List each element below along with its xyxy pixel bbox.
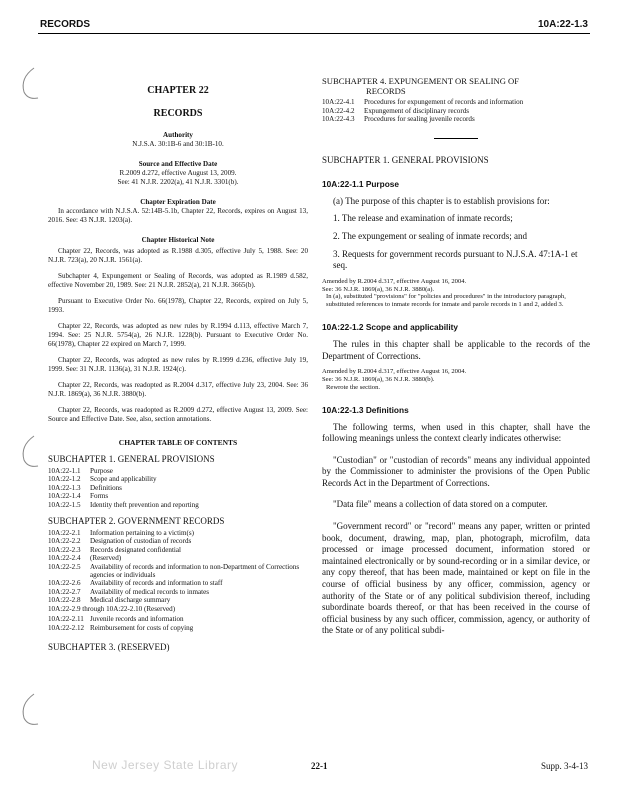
section-1-1-paragraph-a: (a) The purpose of this chapter is to establish provisions for: [333, 195, 550, 206]
right-column [322, 76, 590, 637]
binder-hole-mark-bottom [14, 690, 42, 730]
toc-entry-number: 10A:22-1.4 [48, 492, 81, 501]
toc-entry-number: 10A:22-2.3 [48, 545, 81, 554]
toc-entry[interactable] [48, 546, 308, 554]
toc-entry-number: 10A:22-1.1 [48, 467, 81, 475]
list-item: 2. The expungement or sealing of inmate records; and [333, 230, 528, 241]
definition-custodian: "Custodian" or "custodian of records" means any individual appointed by the Commissioner to administer the provisions of the Open Public Records Act in the Department of Corrections. [322, 454, 590, 488]
history-heading: Chapter Historical Note [141, 236, 215, 244]
library-watermark: New Jersey State Library [92, 758, 239, 772]
authority-heading: Authority [163, 131, 193, 139]
toc-subchapter-1-title: SUBCHAPTER 1. GENERAL PROVISIONS [48, 454, 215, 464]
toc-entry[interactable] [322, 107, 590, 116]
section-1-2-heading: 10A:22-1.2 Scope and applicability [322, 321, 459, 332]
header-rule [38, 33, 590, 34]
toc-entry-number: 10A:22-4.2 [322, 106, 355, 115]
toc-entry[interactable] [48, 596, 308, 604]
section-divider [434, 138, 478, 139]
toc-entry-number: 10A:22-2.11 [48, 615, 84, 624]
toc-entry-title: Availability of records and information to staff [90, 579, 223, 588]
running-header-section: 10A:22-1.3 [537, 19, 588, 30]
toc-entry-title: Information pertaining to a victim(s) [90, 529, 195, 538]
toc-entry-title: Expungement of disciplinary records [364, 106, 469, 115]
toc-entry-number: 10A:22-2.7 [48, 587, 81, 596]
toc-entry-number: 10A:22-2.1 [48, 529, 81, 538]
toc-entry-title: Forms [90, 492, 109, 501]
definition-data-file: "Data file" means a collection of data stored on a computer. [333, 499, 548, 510]
toc-entry[interactable] [48, 492, 308, 500]
source-line-2: See: 41 N.J.R. 2202(a), 41 N.J.R. 3301(b). [117, 178, 239, 186]
toc-entry[interactable] [48, 563, 308, 580]
toc-entry-title: Juvenile records and information [90, 615, 184, 624]
definitions-intro: The following terms, when used in this chapter, shall have the following meanings unless the context clearly indicates otherwise: [322, 421, 590, 444]
running-header-title: RECORDS [40, 19, 91, 30]
expiration-heading: Chapter Expiration Date [140, 198, 216, 206]
binder-hole-mark-top [14, 64, 42, 104]
toc-entry-number: 10A:22-2.8 [48, 596, 81, 605]
binder-hole-mark-middle [14, 432, 42, 472]
toc-title: CHAPTER TABLE OF CONTENTS [118, 438, 238, 447]
toc-entry[interactable] [48, 475, 308, 483]
toc-entry-title: Designation of custodian of records [90, 537, 192, 546]
list-item: 3. Requests for government records pursuant to N.J.S.A. 47:1A-1 et seq. [333, 248, 578, 271]
amendment-line: Amended by R.2004 d.317, effective August 16, 2004. [322, 368, 467, 376]
history-note: Chapter 22, Records, was adopted as R.1988 d.305, effective July 5, 1988. See: 20 N.J.R. 723(a), 20 N.J.R. 1561(a). [48, 247, 308, 264]
supplement-date: Supp. 3-4-13 [541, 761, 588, 771]
history-note: Chapter 22, Records, was readopted as R.2004 d.317, effective July 23, 2004. See: 36 N.J.R. 1869(a), 36 N.J.R. 3880(b). [48, 381, 308, 398]
history-note: Chapter 22, Records, was adopted as new rules by R.1999 d.236, effective July 19, 1999. See: 31 N.J.R. 1136(a), 31 N.J.R. 1924(c). [48, 356, 308, 373]
section-1-1-list [322, 213, 590, 271]
left-column [48, 76, 308, 653]
history-note: Subchapter 4, Expungement or Sealing of Records, was adopted as R.1989 d.582, effective November 20, 1989. See: 21 N.J.R. 2852(a), 21 N.J.R. 3665(b). [48, 272, 308, 289]
toc-subchapter-4-list [322, 98, 590, 124]
toc-subchapter-1-list [48, 467, 308, 509]
toc-entry-number: 10A:22-4.3 [322, 115, 355, 124]
toc-subchapter-3-title: SUBCHAPTER 3. (RESERVED) [48, 641, 170, 652]
chapter-title: RECORDS [153, 108, 203, 119]
toc-entry-number: 10A:22-2.12 [48, 623, 85, 632]
toc-entry-title: Availability of medical records to inmates [90, 587, 210, 596]
toc-entry[interactable] [48, 579, 308, 587]
toc-entry-number: 10A:22-2.2 [48, 537, 81, 546]
authority-text: N.J.S.A. 30:1B-6 and 30:1B-10. [132, 140, 224, 148]
toc-entry-number: 10A:22-4.1 [322, 98, 355, 106]
section-1-1-amendment-note [322, 278, 590, 309]
toc-entry-title: Identity theft prevention and reporting [90, 500, 199, 509]
toc-entry-title: Procedures for sealing juvenile records [364, 115, 475, 124]
toc-entry-title: Scope and applicability [90, 475, 157, 484]
toc-entry-number: 10A:22-2.5 [48, 562, 81, 571]
subchapter-1-heading: SUBCHAPTER 1. GENERAL PROVISIONS [322, 154, 489, 165]
toc-entry-number: 10A:22-2.6 [48, 579, 81, 588]
toc-entry[interactable] [48, 484, 308, 492]
toc-entry-reserved-range[interactable]: 10A:22-2.9 through 10A:22-2.10 (Reserved) [48, 604, 176, 613]
chapter-number: CHAPTER 22 [147, 85, 209, 96]
toc-entry[interactable] [322, 98, 590, 107]
section-1-1-heading: 10A:22-1.1 Purpose [322, 178, 400, 189]
list-item: 1. The release and examination of inmate records; [333, 213, 513, 224]
expiration-text: In accordance with N.J.S.A. 52:14B-5.1b, Chapter 22, Records, expires on August 13, 2016. See: 43 N.J.R. 1203(a). [48, 207, 308, 224]
source-heading: Source and Effective Date [138, 160, 218, 168]
toc-entry[interactable] [48, 588, 308, 596]
toc-entry[interactable] [48, 554, 308, 562]
toc-entry-title: Records designated confidential [90, 545, 182, 554]
toc-subchapter-2-title: SUBCHAPTER 2. GOVERNMENT RECORDS [48, 516, 225, 527]
toc-entry[interactable] [48, 467, 308, 475]
section-1-3-heading: 10A:22-1.3 Definitions [322, 404, 409, 415]
toc-entry[interactable] [48, 501, 308, 509]
toc-entry-number: 10A:22-1.3 [48, 483, 81, 492]
toc-entry[interactable] [322, 115, 590, 124]
history-note: Chapter 22, Records, was readopted as R.2009 d.272, effective August 13, 2009. See: Source and Effective Date. See, also, section annotations. [48, 406, 308, 423]
definition-government-record: "Government record" or "record" means any paper, written or printed book, document, drawing, map, plan, photograph, microfilm, data processed or image processed document, information stored or maintained electronically or by sound-recording or in a similar device, or any copy thereof, that has been made, maintained or kept on file in the course of official business by any officer, commission, agency or authority of the State or of any political subdivision thereof, including subordinate boards thereof, or that has been received in the course of official business by any such officer, commission, agency, or authority of the State or of any political subdi- [322, 521, 590, 636]
toc-entry-title: Availability of records and information to non-Department of Corrections agencies or individuals [90, 562, 300, 580]
page-number: 22-1 [311, 761, 328, 771]
amendment-citation: See: 36 N.J.R. 1869(a), 36 N.J.R. 3880(b). [322, 375, 435, 383]
section-1-2-amendment-note [322, 368, 590, 391]
toc-entry-number: 10A:22-1.2 [48, 475, 81, 484]
source-line-1: R.2009 d.272, effective August 13, 2009. [119, 169, 237, 177]
toc-entry[interactable] [48, 529, 308, 537]
toc-subchapter-2-list-continued [48, 615, 308, 632]
amendment-description: Rewrote the section. [326, 383, 381, 391]
toc-subchapter-2-list [48, 529, 308, 605]
toc-entry-number: 10A:22-1.5 [48, 500, 81, 509]
amendment-citation: See: 36 N.J.R. 1869(a), 36 N.J.R. 3880(a). [322, 285, 435, 293]
section-1-2-text: The rules in this chapter shall be applicable to the records of the Department of Corrections. [322, 338, 590, 361]
toc-entry-title: Procedures for expungement of records and information [364, 98, 524, 106]
toc-subchapter-4-title: SUBCHAPTER 4. EXPUNGEMENT OR SEALING OF [322, 76, 520, 86]
toc-entry-title: Purpose [90, 467, 113, 475]
amendment-line: Amended by R.2004 d.317, effective August 16, 2004. [322, 277, 467, 285]
toc-entry[interactable] [48, 615, 308, 623]
history-note: Chapter 22, Records, was adopted as new rules by R.1994 d.113, effective March 7, 1994. See: 25 N.J.R. 5754(a), 26 N.J.R. 1228(b). Pursuant to Executive Order No. 66(1978), Chapter 22 expired on March 7, 1999. [48, 322, 308, 348]
toc-subchapter-4-title-continued: RECORDS [366, 86, 406, 96]
amendment-description: In (a), substituted "provisions" for "policies and procedures" in the introductory paragraph, substituted references to inmate records for inmate and parole records in 1 and 2, added 3. [326, 293, 566, 309]
toc-entry[interactable] [48, 537, 308, 545]
toc-entry-number: 10A:22-2.4 [48, 554, 81, 563]
toc-entry-title: Medical discharge summary [90, 596, 171, 605]
toc-entry[interactable] [48, 624, 308, 632]
toc-entry-title: (Reserved) [90, 554, 122, 563]
toc-entry-title: Definitions [90, 483, 122, 492]
history-note: Pursuant to Executive Order No. 66(1978), Chapter 22, Records, expired on July 5, 1993. [48, 297, 308, 314]
toc-entry-title: Reimbursement for costs of copying [90, 623, 194, 632]
